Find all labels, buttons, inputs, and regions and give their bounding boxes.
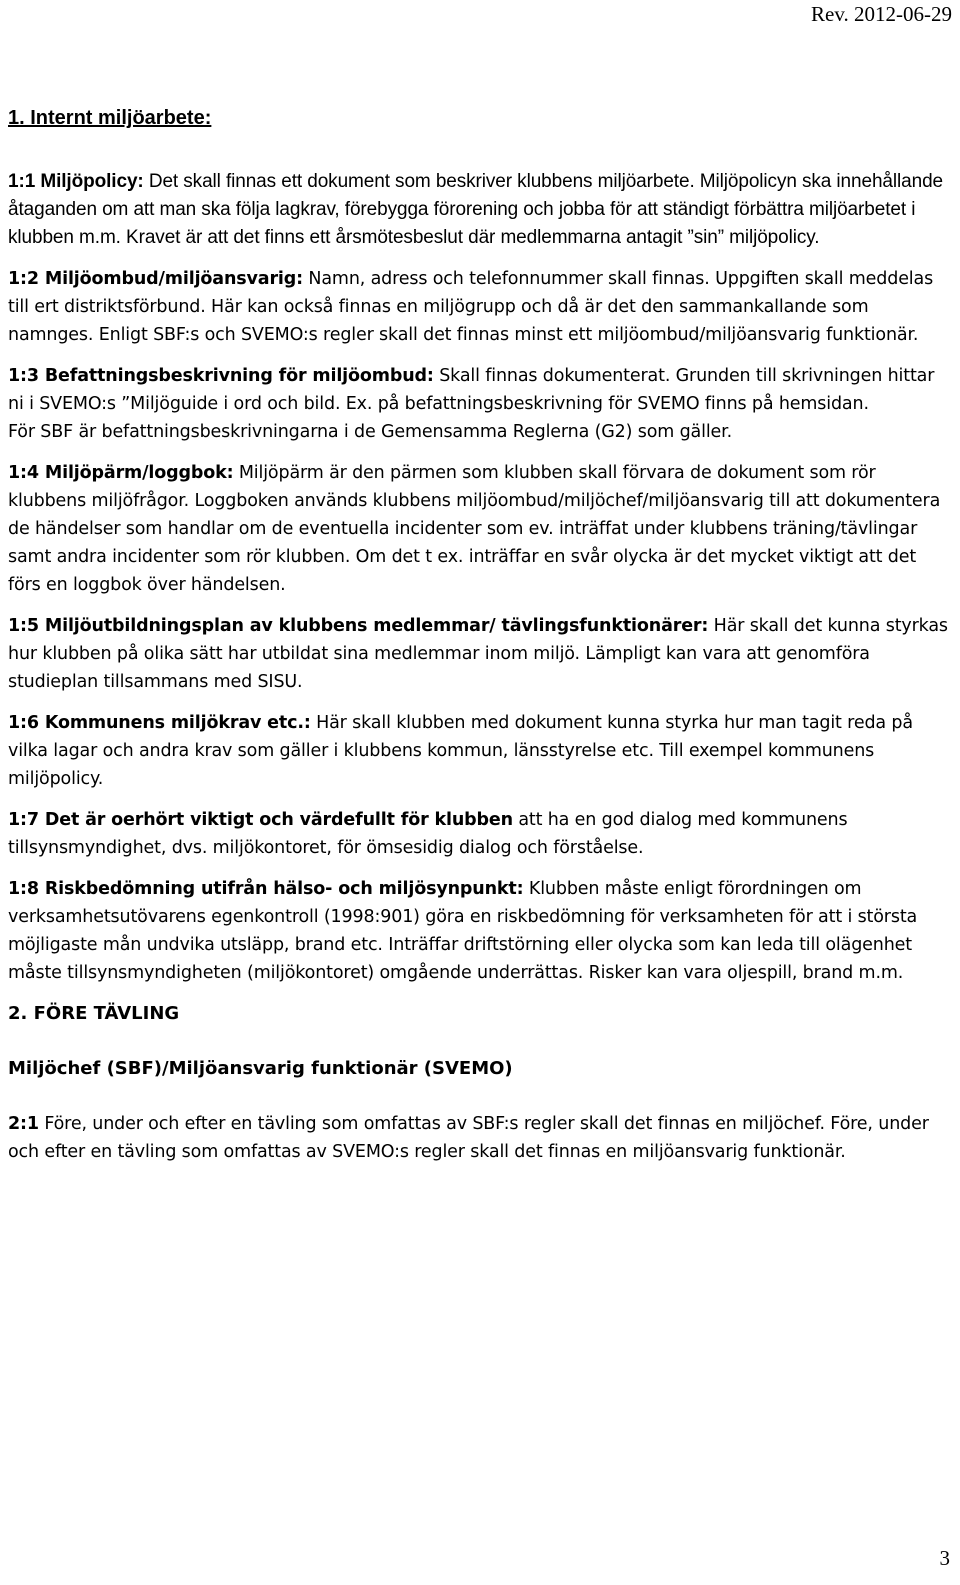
item-1-8-text: Klubben måste enligt förordningen om verksamhetsutövarens egenkontroll (1998:901) göra en riskbedömning för verksamheten för att i största möjligaste mån undvika utsläpp, brand etc. Inträffar driftstörning eller olycka som kan leda till olägenhet måste tillsynsmyndigheten (miljökontoret) omgående underrättas. Risker kan vara oljespill, brand m.m. [8,879,918,983]
item-1-5-text: Här skall det kunna styrkas hur klubben på olika sätt har utbildat sina medlemmar inom miljö. Lämpligt kan vara att genomföra studieplan tillsammans med SISU. [8,616,948,692]
item-1-6 [8,709,954,793]
item-1-3-text: Skall finnas dokumenterat. Grunden till skrivningen hittar ni i SVEMO:s ”Miljöguide i ord och bild. Ex. på befattningsbeskrivning för SVEMO finns på hemsidan. [8,366,935,414]
item-1-7-lead: 1:7 Det är oerhört viktigt och värdefullt för klubben [8,810,513,830]
item-1-4-lead: 1:4 Miljöpärm/loggbok: [8,463,234,483]
item-1-1-text: Det skall finnas ett dokument som beskriver klubbens miljöarbete. Miljöpolicyn ska innehållande åtaganden om att man ska följa lagkrav, förebygga förorening och jobba för att ständigt förbättra miljöarbetet i klubben m.m. Kravet är att det finns ett årsmötesbeslut där medlemmarna antagit ”sin” miljöpolicy. [8,171,943,248]
item-1-8 [8,875,954,987]
item-1-1-lead: 1:1 Miljöpolicy: [8,171,144,192]
item-1-4 [8,459,954,599]
item-2-1-text: Före, under och efter en tävling som omfattas av SBF:s regler skall det finnas en miljöchef. Före, under och efter en tävling som omfattas av SVEMO:s regler skall det finnas en miljöansvarig funktionär. [8,1114,929,1162]
item-1-5-lead: 1:5 Miljöutbildningsplan av klubbens medlemmar/ tävlingsfunktionärer: [8,616,709,636]
item-1-2-text: Namn, adress och telefonnummer skall finnas. Uppgiften skall meddelas till ert distriktsförbund. Här kan också finnas en miljögrupp och då är det den sammankallande som namnges. Enligt SBF:s och SVEMO:s regler skall det finnas minst ett miljöombud/miljöansvarig funktionär. [8,269,934,345]
item-1-5 [8,612,954,696]
item-1-6-lead: 1:6 Kommunens miljökrav etc.: [8,713,311,733]
item-1-2 [8,265,954,349]
item-1-7 [8,806,954,862]
item-2-1 [8,1110,954,1166]
item-2-1-lead: 2:1 [8,1114,39,1134]
document-body [8,108,954,1179]
item-1-3 [8,362,954,418]
revision-date: Rev. 2012-06-29 [811,2,952,26]
item-1-4-text: Miljöpärm är den pärmen som klubben skall förvara de dokument som rör klubbens miljöfrågor. Loggboken används klubbens miljöombud/miljöchef/miljöansvarig till att dokumentera de händelser som handlar om de eventuella incidenter som ev. inträffat under klubbens träning/tävlingar samt andra incidenter som rör klubben. Om det t ex. inträffar en svår olycka är det mycket viktigt att det förs en loggbok över händelsen. [8,463,941,595]
item-1-7-text: att ha en god dialog med kommunens tillsynsmyndighet, dvs. miljökontoret, för ömsesidig dialog och förståelse. [8,810,848,858]
item-1-3-extra: För SBF är befattningsbeskrivningarna i de Gemensamma Reglerna (G2) som gäller. [8,422,732,442]
item-1-2-lead: 1:2 Miljöombud/miljöansvarig: [8,269,303,289]
page-number: 3 [939,1546,950,1570]
item-1-6-text: Här skall klubben med dokument kunna styrka hur man tagit reda på vilka lagar och andra krav som gäller i klubbens kommun, länsstyrelse etc. Till exempel kommunens miljöpolicy. [8,713,913,789]
item-1-3-lead: 1:3 Befattningsbeskrivning för miljöombud: [8,366,434,386]
section-1-title: 1. Internt miljöarbete: [8,107,212,129]
item-1-8-lead: 1:8 Riskbedömning utifrån hälso- och miljösynpunkt: [8,879,524,899]
item-1-1 [8,168,954,252]
section-2-subtitle: Miljöchef (SBF)/Miljöansvarig funktionär (SVEMO) [8,1058,513,1079]
section-2-title: 2. FÖRE TÄVLING [8,1003,180,1024]
